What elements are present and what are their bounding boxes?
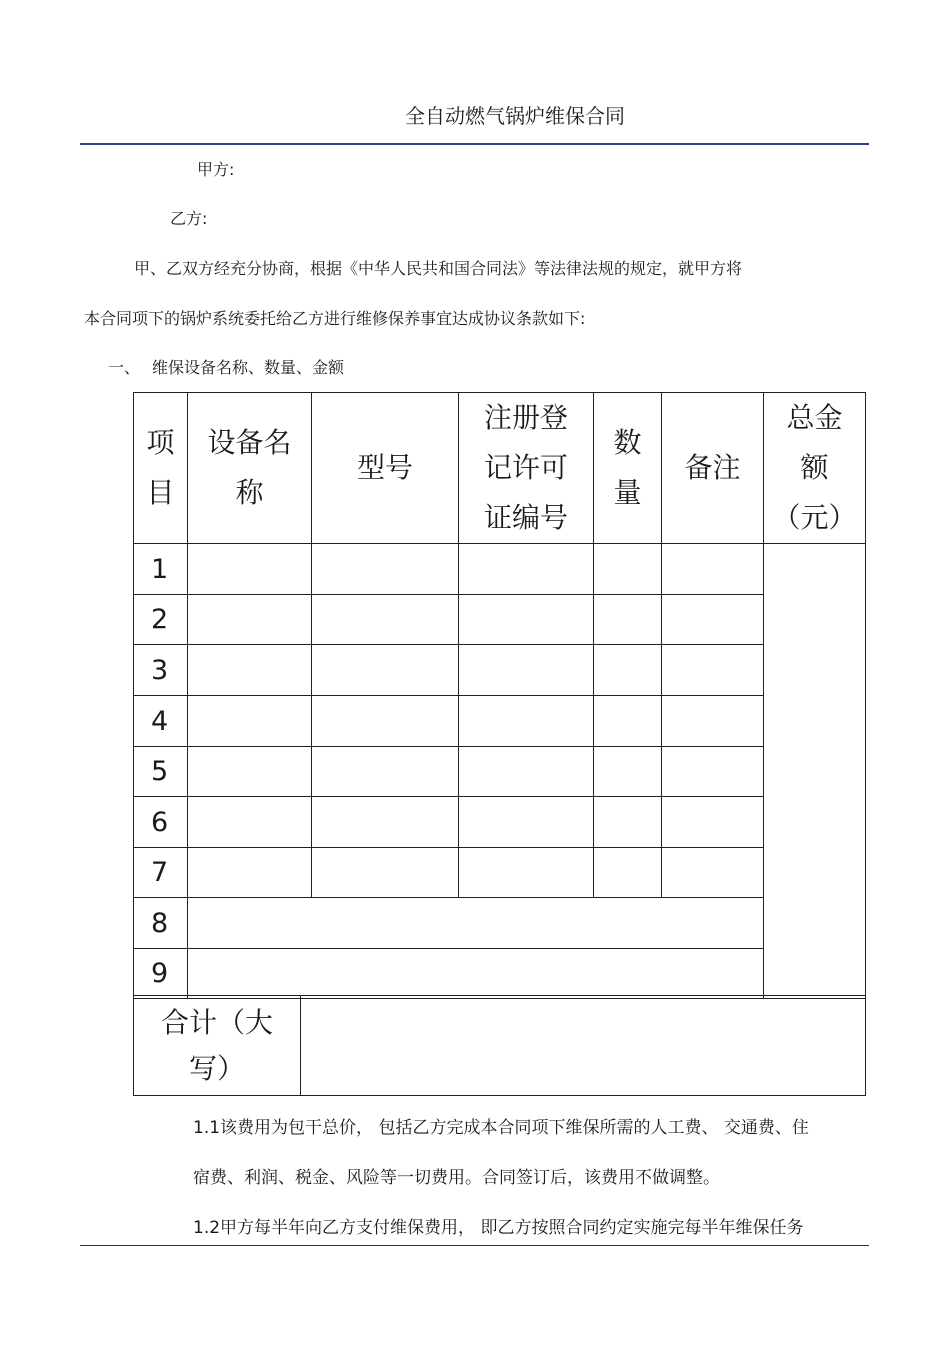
cell-registration-number bbox=[459, 797, 594, 848]
section-1-heading: 维保设备名称、数量、金额 bbox=[152, 358, 345, 377]
equipment-table bbox=[133, 392, 866, 999]
cell-quantity bbox=[594, 595, 662, 645]
cell-remark bbox=[662, 848, 764, 898]
header-amount-line: 额 bbox=[800, 451, 829, 484]
cell-model bbox=[312, 544, 459, 595]
header-name-line: 设备名 bbox=[207, 426, 292, 459]
cell-registration-number bbox=[459, 645, 594, 696]
row-number: 5 bbox=[134, 747, 188, 797]
header-qty-line: 数 bbox=[613, 426, 642, 459]
cell-equipment-name bbox=[188, 696, 312, 747]
table-row bbox=[134, 645, 866, 696]
cell-remark bbox=[662, 544, 764, 595]
party-a-label: 甲方: bbox=[197, 160, 235, 179]
cell-model bbox=[312, 645, 459, 696]
total-table bbox=[133, 995, 866, 1096]
header-equipment-name bbox=[188, 393, 312, 544]
cell-merged bbox=[188, 949, 764, 999]
cell-equipment-name bbox=[188, 797, 312, 848]
cell-remark bbox=[662, 747, 764, 797]
header-reg-line: 记许可 bbox=[483, 451, 568, 484]
cell-remark bbox=[662, 645, 764, 696]
header-model: 型号 bbox=[312, 393, 459, 544]
row-number: 7 bbox=[134, 848, 188, 898]
cell-quantity bbox=[594, 797, 662, 848]
row-number: 8 bbox=[134, 898, 188, 949]
total-label-line: 写） bbox=[188, 1051, 245, 1085]
total-label-line: 合计（大 bbox=[160, 1005, 273, 1039]
cell-quantity bbox=[594, 747, 662, 797]
table-row bbox=[134, 747, 866, 797]
header-remark: 备注 bbox=[662, 393, 764, 544]
header-item-line: 目 bbox=[146, 476, 175, 509]
header-registration-number bbox=[459, 393, 594, 544]
table-row bbox=[134, 898, 866, 949]
total-label bbox=[134, 996, 301, 1096]
row-number: 3 bbox=[134, 645, 188, 696]
cell-equipment-name bbox=[188, 848, 312, 898]
cell-merged bbox=[188, 898, 764, 949]
cell-model bbox=[312, 797, 459, 848]
cell-registration-number bbox=[459, 747, 594, 797]
header-total-amount bbox=[764, 393, 866, 544]
clause-1-1-line-1: 1.1该费用为包干总价， 包括乙方完成本合同项下维保所需的人工费、 交通费、住 bbox=[193, 1118, 809, 1138]
row-number: 1 bbox=[134, 544, 188, 595]
header-item bbox=[134, 393, 188, 544]
cell-quantity bbox=[594, 848, 662, 898]
cell-total-amount bbox=[764, 544, 866, 999]
cell-equipment-name bbox=[188, 747, 312, 797]
cell-remark bbox=[662, 797, 764, 848]
row-number: 4 bbox=[134, 696, 188, 747]
cell-quantity bbox=[594, 645, 662, 696]
cell-registration-number bbox=[459, 544, 594, 595]
cell-equipment-name bbox=[188, 595, 312, 645]
total-row bbox=[134, 996, 866, 1096]
cell-quantity bbox=[594, 696, 662, 747]
header-item-line: 项 bbox=[146, 426, 175, 459]
row-number: 6 bbox=[134, 797, 188, 848]
table-row bbox=[134, 595, 866, 645]
table-row bbox=[134, 544, 866, 595]
cell-equipment-name bbox=[188, 544, 312, 595]
cell-registration-number bbox=[459, 848, 594, 898]
table-row bbox=[134, 848, 866, 898]
cell-remark bbox=[662, 595, 764, 645]
header-amount-line: （元） bbox=[772, 501, 857, 534]
row-number: 2 bbox=[134, 595, 188, 645]
cell-remark bbox=[662, 696, 764, 747]
cell-registration-number bbox=[459, 595, 594, 645]
intro-line-1: 甲、乙双方经充分协商，根据《中华人民共和国合同法》等法律法规的规定，就甲方将 bbox=[134, 259, 743, 278]
table-row bbox=[134, 696, 866, 747]
header-quantity bbox=[594, 393, 662, 544]
cell-model bbox=[312, 848, 459, 898]
header-name-line: 称 bbox=[235, 476, 264, 509]
header-qty-line: 量 bbox=[613, 476, 642, 509]
cell-quantity bbox=[594, 544, 662, 595]
header-reg-line: 证编号 bbox=[483, 501, 568, 534]
header-amount-line: 总金 bbox=[786, 401, 843, 434]
row-number: 9 bbox=[134, 949, 188, 999]
clause-1-1-line-2: 宿费、利润、税金、风险等一切费用。合同签订后，该费用不做调整。 bbox=[193, 1168, 720, 1188]
section-1-number: 一、 bbox=[108, 358, 141, 377]
header-rule bbox=[80, 143, 869, 145]
party-b-label: 乙方: bbox=[170, 209, 208, 228]
cell-model bbox=[312, 696, 459, 747]
cell-registration-number bbox=[459, 696, 594, 747]
table-row bbox=[134, 949, 866, 999]
document-title: 全自动燃气锅炉维保合同 bbox=[405, 104, 625, 128]
intro-line-2: 本合同项下的锅炉系统委托给乙方进行维修保养事宜达成协议条款如下: bbox=[84, 309, 586, 328]
cell-equipment-name bbox=[188, 645, 312, 696]
table-row bbox=[134, 797, 866, 848]
header-reg-line: 注册登 bbox=[483, 401, 568, 434]
table-header-row bbox=[134, 393, 866, 544]
footer-rule bbox=[80, 1245, 869, 1246]
total-value-cell bbox=[301, 996, 866, 1096]
cell-model bbox=[312, 747, 459, 797]
clause-1-2-line-1: 1.2甲方每半年向乙方支付维保费用， 即乙方按照合同约定实施完每半年维保任务 bbox=[193, 1218, 804, 1238]
cell-model bbox=[312, 595, 459, 645]
